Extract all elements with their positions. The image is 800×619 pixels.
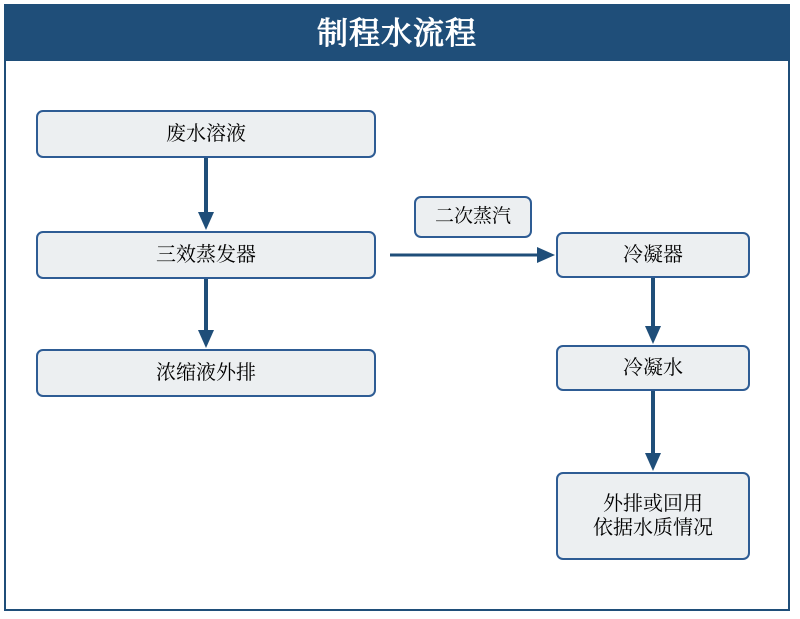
node-wastewater[interactable] [36,110,376,158]
node-evaporator[interactable] [36,231,376,279]
node-discharge-or-reuse[interactable] [556,472,750,560]
node-condenser[interactable] [556,232,750,278]
node-condenser-label: 冷凝器 [623,243,683,266]
node-condensate[interactable] [556,345,750,391]
node-secondary-steam-label: 二次蒸汽 [434,206,511,228]
node-evaporator-label: 三效蒸发器 [156,243,256,266]
node-discharge-or-reuse-label-line1: 外排或回用 [603,492,703,515]
arrow-evaporator-to-concentrate [196,279,216,349]
title-bar [6,6,788,61]
arrow-condenser-to-condensate [643,278,663,345]
node-condensate-label: 冷凝水 [623,356,683,379]
page-title: 制程水流程 [317,16,477,51]
arrow-evaporator-to-condenser [390,245,556,265]
node-wastewater-label: 废水溶液 [166,122,246,145]
node-discharge-or-reuse-label-line2: 依据水质情况 [593,517,713,539]
node-secondary-steam[interactable] [414,196,532,238]
node-concentrate-label: 浓缩液外排 [156,361,256,384]
arrow-wastewater-to-evaporator [196,158,216,231]
node-concentrate[interactable] [36,349,376,397]
arrow-condensate-to-discharge [643,391,663,472]
